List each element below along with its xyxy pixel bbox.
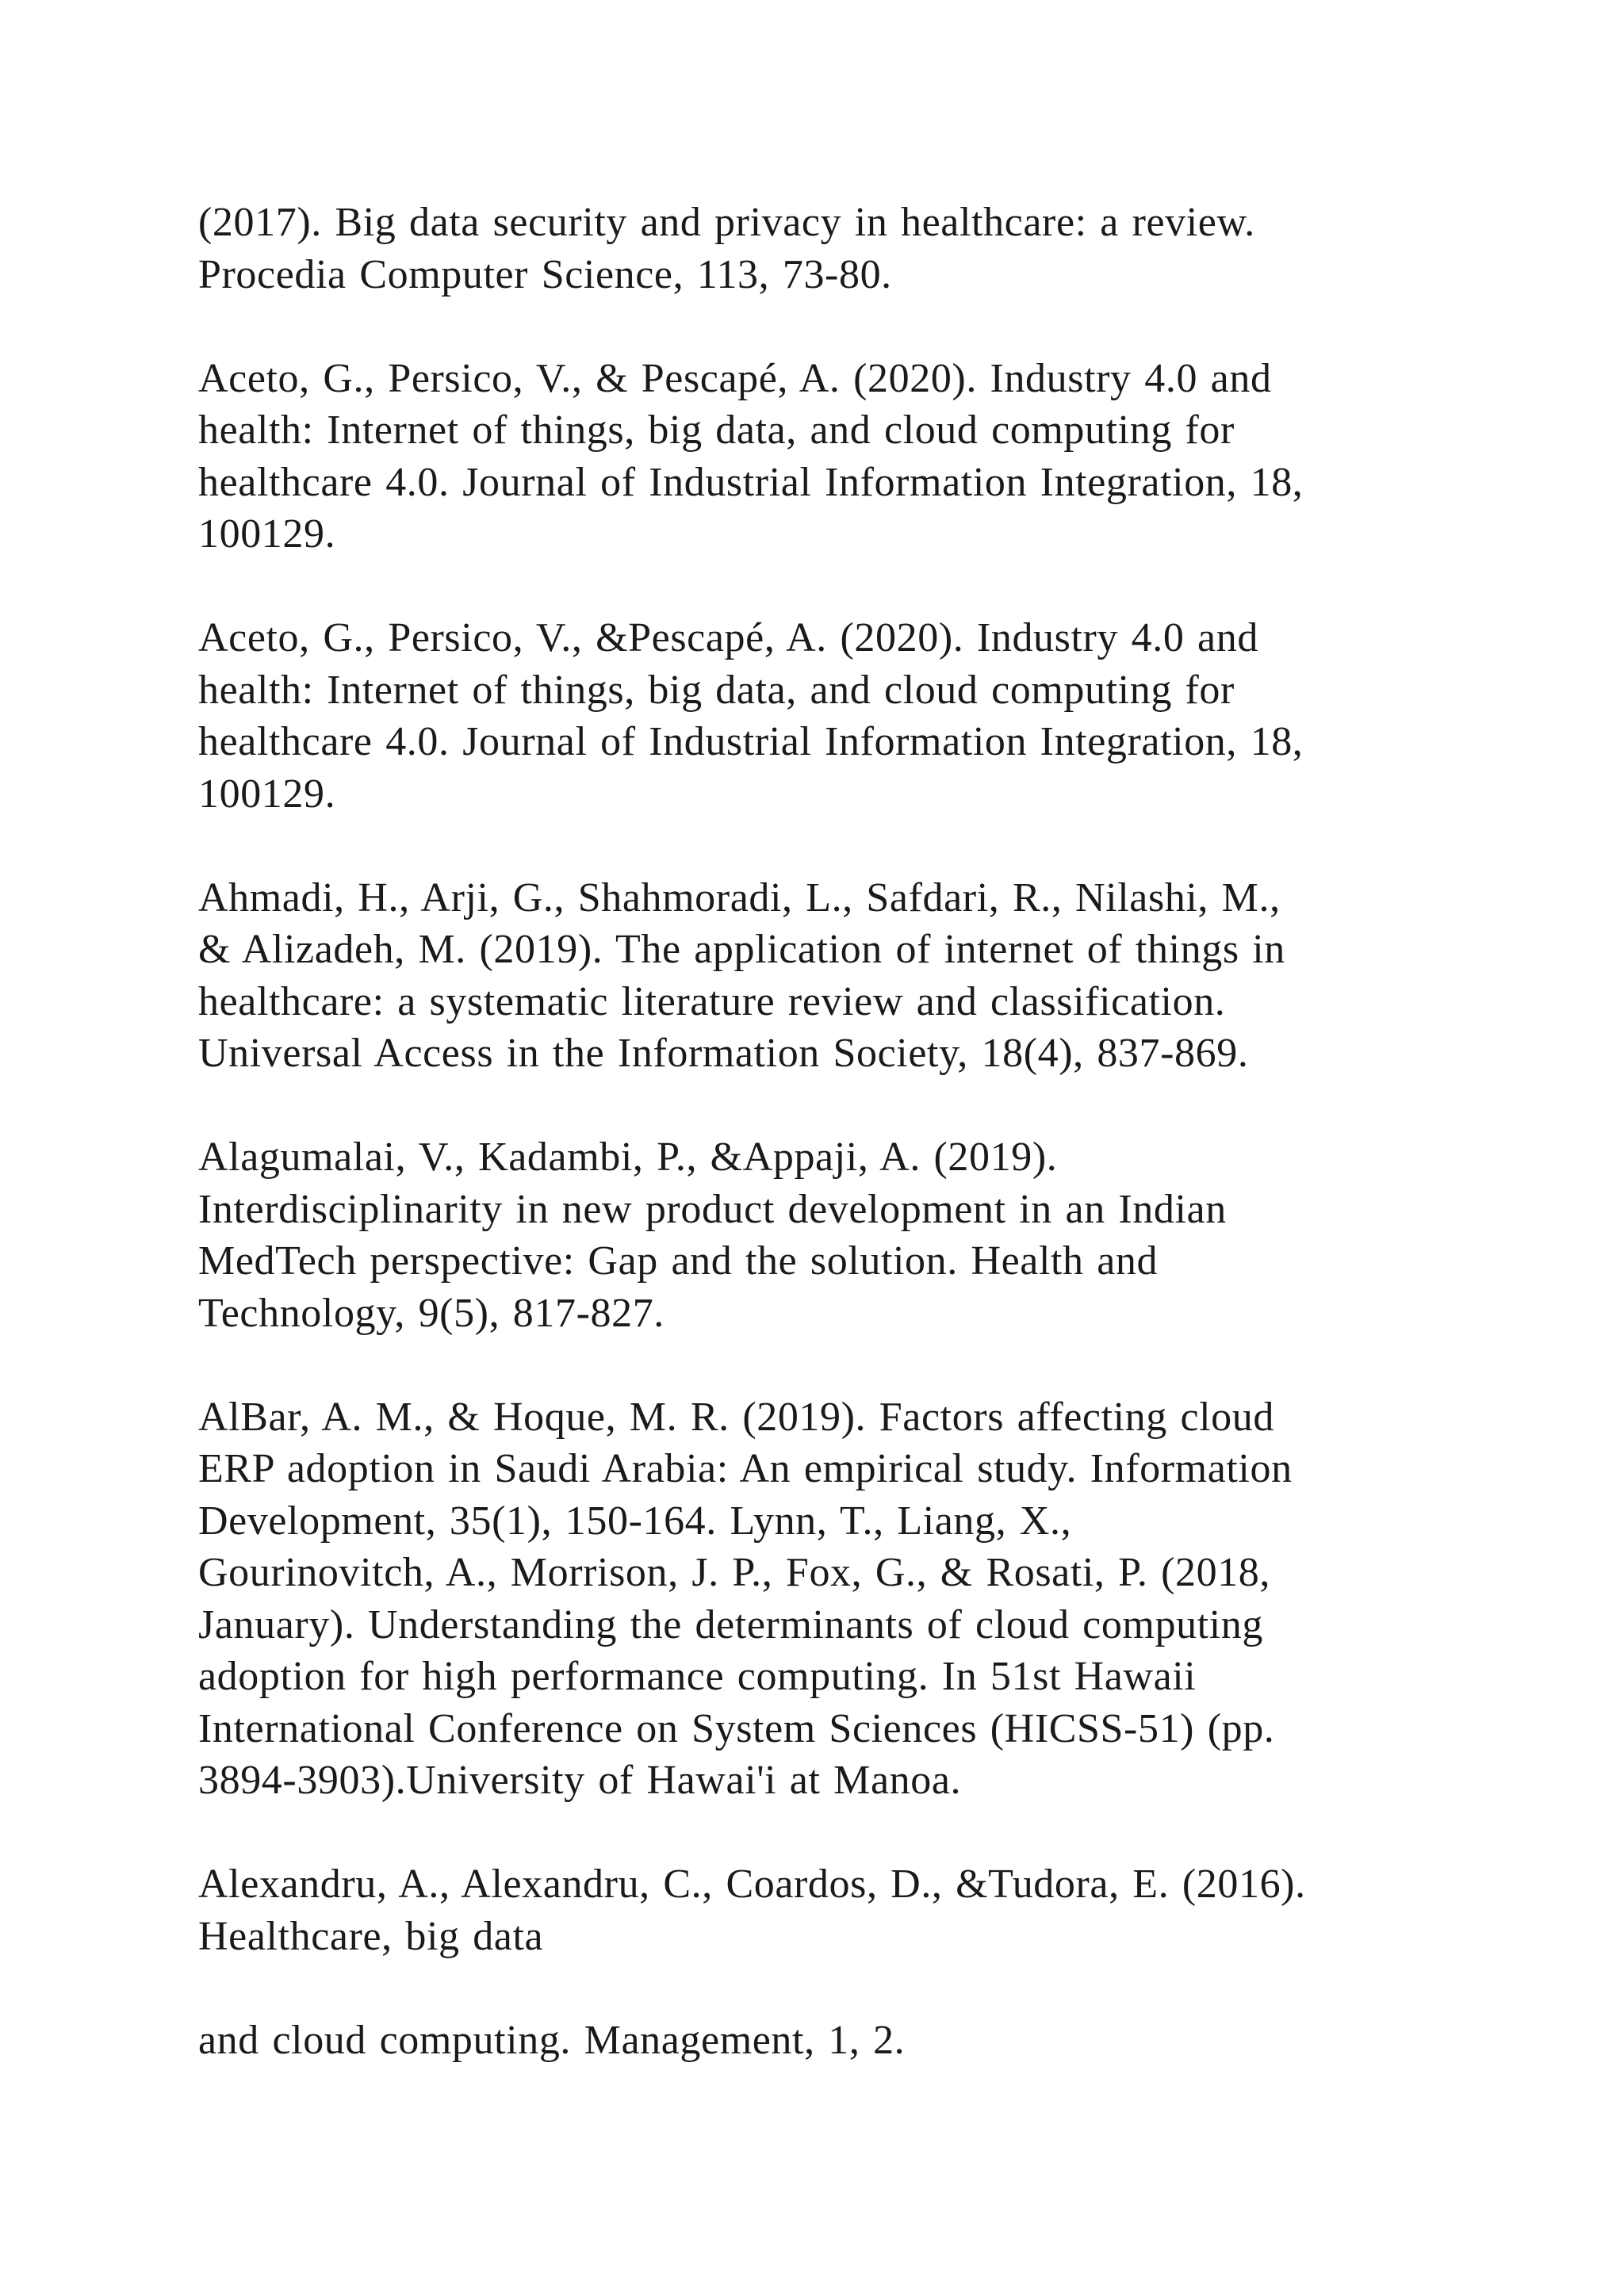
reference-line: Universal Access in the Information Society, 18(4), 837-869. bbox=[198, 1031, 1249, 1076]
reference-line: Procedia Computer Science, 113, 73-80. bbox=[198, 251, 892, 297]
reference-line: 100129. bbox=[198, 511, 336, 557]
reference-line: Alagumalai, V., Kadambi, P., &Appaji, A. (2019). bbox=[198, 1135, 1058, 1180]
reference-line: health: Internet of things, big data, and cloud computing for bbox=[198, 667, 1235, 713]
reference-entry bbox=[198, 872, 1507, 1080]
reference-line: healthcare 4.0. Journal of Industrial Information Integration, 18, bbox=[198, 459, 1304, 505]
reference-line: healthcare: a systematic literature review and classification. bbox=[198, 978, 1226, 1024]
reference-line: AlBar, A. M., & Hoque, M. R. (2019). Factors affecting cloud bbox=[198, 1394, 1274, 1440]
reference-line: Alexandru, A., Alexandru, C., Coardos, D., &Tudora, E. (2016). bbox=[198, 1862, 1306, 1907]
reference-entry bbox=[198, 197, 1507, 300]
reference-line: Technology, 9(5), 817-827. bbox=[198, 1290, 665, 1336]
reference-line: adoption for high performance computing. In 51st Hawaii bbox=[198, 1654, 1197, 1699]
references-list bbox=[198, 197, 1507, 2118]
reference-line: Aceto, G., Persico, V., &Pescapé, A. (2020). Industry 4.0 and bbox=[198, 615, 1258, 660]
reference-line: and cloud computing. Management, 1, 2. bbox=[198, 2017, 906, 2063]
reference-entry bbox=[198, 353, 1507, 561]
reference-line: Interdisciplinarity in new product development in an Indian bbox=[198, 1186, 1227, 1232]
reference-line: ERP adoption in Saudi Arabia: An empirical study. Information bbox=[198, 1446, 1293, 1491]
reference-line: 100129. bbox=[198, 771, 336, 817]
reference-line: healthcare 4.0. Journal of Industrial Information Integration, 18, bbox=[198, 719, 1304, 764]
reference-line: Ahmadi, H., Arji, G., Shahmoradi, L., Safdari, R., Nilashi, M., bbox=[198, 874, 1281, 920]
reference-line: Development, 35(1), 150-164. Lynn, T., Liang, X., bbox=[198, 1498, 1072, 1544]
reference-entry bbox=[198, 1858, 1507, 1962]
reference-line: & Alizadeh, M. (2019). The application of internet of things in bbox=[198, 927, 1285, 972]
reference-line: MedTech perspective: Gap and the solution. Health and bbox=[198, 1238, 1159, 1284]
reference-entry bbox=[198, 1131, 1507, 1339]
reference-line: 3894-3903).University of Hawai'i at Manoa. bbox=[198, 1758, 962, 1803]
reference-line: Gourinovitch, A., Morrison, J. P., Fox, G., & Rosati, P. (2018, bbox=[198, 1550, 1271, 1595]
reference-entry bbox=[198, 2015, 1507, 2067]
reference-entry bbox=[198, 612, 1507, 820]
reference-line: Aceto, G., Persico, V., & Pescapé, A. (2020). Industry 4.0 and bbox=[198, 355, 1272, 401]
reference-line: health: Internet of things, big data, and cloud computing for bbox=[198, 408, 1235, 453]
reference-line: Healthcare, big data bbox=[198, 1913, 544, 1959]
reference-line: (2017). Big data security and privacy in healthcare: a review. bbox=[198, 200, 1255, 245]
reference-line: International Conference on System Sciences (HICSS-51) (pp. bbox=[198, 1705, 1275, 1751]
reference-line: January). Understanding the determinants of cloud computing bbox=[198, 1601, 1263, 1647]
reference-entry bbox=[198, 1391, 1507, 1807]
